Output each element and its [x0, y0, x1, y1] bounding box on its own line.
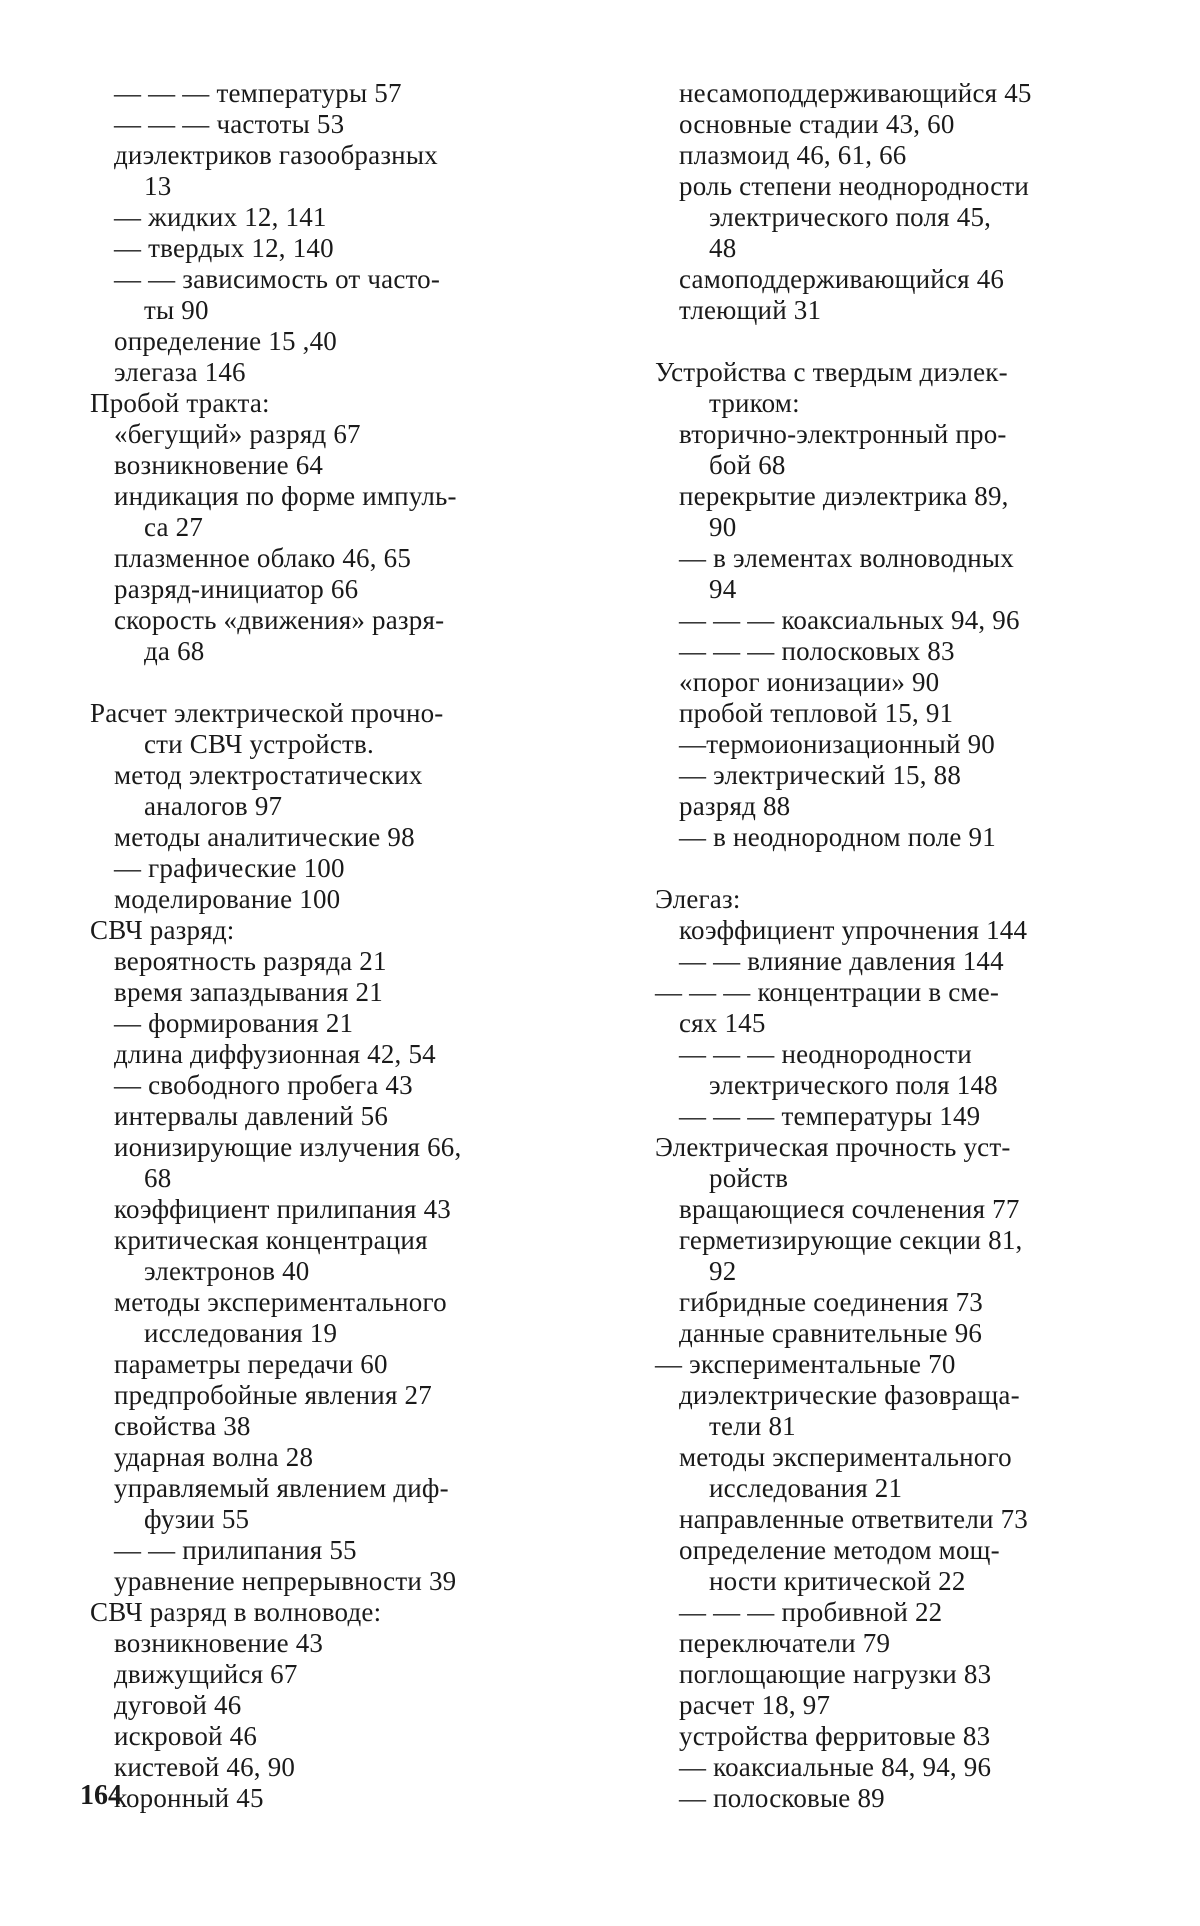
index-entry: гибридные соединения 73: [679, 1287, 983, 1317]
index-entry: диэлектрические фазовраща-: [679, 1380, 1020, 1410]
index-entry: электронов 40: [144, 1256, 310, 1286]
index-entry: роль степени неоднородности: [679, 171, 1030, 201]
section-gap: [655, 853, 1135, 884]
index-entry: — — — полосковых 83: [679, 636, 955, 666]
index-entry: коэффициент упрочнения 144: [679, 915, 1028, 945]
index-entry: 48: [709, 233, 737, 263]
index-entry: 68: [144, 1163, 172, 1193]
index-entry: — в элементах волноводных: [679, 543, 1014, 573]
index-entry: элегаза 146: [114, 357, 246, 387]
index-entry: возникновение 64: [114, 450, 324, 480]
index-entry: время запаздывания 21: [114, 977, 383, 1007]
index-entry: дуговой 46: [114, 1690, 242, 1720]
index-entry: переключатели 79: [679, 1628, 891, 1658]
index-entry: основные стадии 43, 60: [679, 109, 955, 139]
index-entry: — твердых 12, 140: [114, 233, 334, 263]
index-entry: методы аналитические 98: [114, 822, 415, 852]
index-column-left: [90, 78, 575, 1814]
index-entry: предпробойные явления 27: [114, 1380, 432, 1410]
index-entry: вращающиеся сочленения 77: [679, 1194, 1020, 1224]
index-entry: уравнение непрерывности 39: [114, 1566, 457, 1596]
index-entry: определение 15 ,40: [114, 326, 337, 356]
index-entry: моделирование 100: [114, 884, 341, 914]
index-entry: «порог ионизации» 90: [679, 667, 940, 697]
index-entry: бой 68: [709, 450, 786, 480]
index-entry: коронный 45: [114, 1783, 264, 1813]
index-entry: — формирования 21: [114, 1008, 354, 1038]
index-heading: — — — концентрации в сме-: [655, 977, 1000, 1007]
index-entry: ионизирующие излучения 66,: [114, 1132, 462, 1162]
index-entry: тлеющий 31: [679, 295, 822, 325]
index-entry: — — — пробивной 22: [679, 1597, 943, 1627]
index-entry: — свободного пробега 43: [114, 1070, 413, 1100]
index-entry: — полосковые 89: [679, 1783, 885, 1813]
index-entry: триком:: [709, 388, 800, 418]
index-entry: критическая концентрация: [114, 1225, 428, 1255]
index-entry: плазмоид 46, 61, 66: [679, 140, 907, 170]
index-entry: разряд 88: [679, 791, 791, 821]
index-entry: сти СВЧ устройств.: [144, 729, 374, 759]
index-entry: коэффициент прилипания 43: [114, 1194, 451, 1224]
index-heading: Устройства с твердым диэлек-: [655, 357, 1008, 387]
index-entry: длина диффузионная 42, 54: [114, 1039, 436, 1069]
index-entry: — электрический 15, 88: [679, 760, 962, 790]
section-gap: [90, 667, 575, 698]
index-entry: устройства ферритовые 83: [679, 1721, 991, 1751]
index-entry: движущийся 67: [114, 1659, 298, 1689]
index-entry: — — — неоднородности: [679, 1039, 972, 1069]
index-entry: пробой тепловой 15, 91: [679, 698, 954, 728]
index-entry: — — зависимость от часто-: [114, 264, 441, 294]
index-entry: метод электростатических: [114, 760, 423, 790]
page-number: 164: [80, 1780, 122, 1811]
index-entry: — — влияние давления 144: [679, 946, 1004, 976]
index-entry: ударная волна 28: [114, 1442, 314, 1472]
index-entry: возникновение 43: [114, 1628, 324, 1658]
index-heading: Элегаз:: [655, 884, 741, 914]
index-entry: аналогов 97: [144, 791, 283, 821]
index-entry: «бегущий» разряд 67: [114, 419, 361, 449]
index-entry: сях 145: [679, 1008, 766, 1038]
index-entry: расчет 18, 97: [679, 1690, 831, 1720]
index-entry: тели 81: [709, 1411, 796, 1441]
index-entry: вторично-электронный про-: [679, 419, 1007, 449]
index-entry: 90: [709, 512, 737, 542]
index-heading: СВЧ разряд:: [90, 915, 235, 945]
index-entry: 94: [709, 574, 737, 604]
index-entry: 92: [709, 1256, 737, 1286]
index-entry: исследования 21: [709, 1473, 903, 1503]
index-entry: плазменное облако 46, 65: [114, 543, 412, 573]
index-entry: исследования 19: [144, 1318, 338, 1348]
index-entry: искровой 46: [114, 1721, 258, 1751]
index-entry: — жидких 12, 141: [114, 202, 327, 232]
index-column-right: [655, 78, 1135, 1814]
index-heading: Пробой тракта:: [90, 388, 270, 418]
index-entry: — — — температуры 57: [114, 78, 402, 108]
index-entry: направленные ответвители 73: [679, 1504, 1029, 1534]
index-entry: ности критической 22: [709, 1566, 966, 1596]
index-entry: самоподдерживающийся 46: [679, 264, 1005, 294]
index-entry: — — — температуры 149: [679, 1101, 981, 1131]
index-heading: Расчет электрической прочно-: [90, 698, 444, 728]
index-entry: параметры передачи 60: [114, 1349, 388, 1379]
index-entry: электрического поля 148: [709, 1070, 998, 1100]
index-entry: вероятность разряда 21: [114, 946, 387, 976]
index-heading: Электрическая прочность уст-: [655, 1132, 1011, 1162]
index-entry: — графические 100: [114, 853, 345, 883]
index-entry: индикация по форме импуль-: [114, 481, 457, 511]
index-entry: данные сравнительные 96: [679, 1318, 983, 1348]
index-entry: интервалы давлений 56: [114, 1101, 389, 1131]
index-entry: — в неоднородном поле 91: [679, 822, 996, 852]
index-entry: скорость «движения» разря-: [114, 605, 445, 635]
index-heading: СВЧ разряд в волноводе:: [90, 1597, 382, 1627]
index-entry: разряд-инициатор 66: [114, 574, 359, 604]
index-entry: ты 90: [144, 295, 209, 325]
index-entry: диэлектриков газообразных: [114, 140, 438, 170]
index-entry: перекрытие диэлектрика 89,: [679, 481, 1009, 511]
section-gap: [655, 326, 1135, 357]
index-entry: свойства 38: [114, 1411, 251, 1441]
index-entry: методы экспериментального: [679, 1442, 1012, 1472]
index-entry: методы экспериментального: [114, 1287, 447, 1317]
index-entry: определение методом мощ-: [679, 1535, 1000, 1565]
index-entry: электрического поля 45,: [709, 202, 992, 232]
index-entry: —термоионизационный 90: [679, 729, 995, 759]
index-entry: фузии 55: [144, 1504, 250, 1534]
index-entry: управляемый явлением диф-: [114, 1473, 449, 1503]
index-entry: — — — частоты 53: [114, 109, 345, 139]
index-entry: кистевой 46, 90: [114, 1752, 296, 1782]
index-entry: да 68: [144, 636, 205, 666]
index-entry: несамоподдерживающийся 45: [679, 78, 1032, 108]
index-entry: са 27: [144, 512, 204, 542]
index-heading: — экспериментальные 70: [655, 1349, 956, 1379]
index-entry: поглощающие нагрузки 83: [679, 1659, 992, 1689]
index-entry: ройств: [709, 1163, 789, 1193]
index-entry: герметизирующие секции 81,: [679, 1225, 1023, 1255]
index-entry: — — — коаксиальных 94, 96: [679, 605, 1020, 635]
index-entry: — — прилипания 55: [114, 1535, 357, 1565]
index-entry: — коаксиальные 84, 94, 96: [679, 1752, 992, 1782]
index-entry: 13: [144, 171, 172, 201]
